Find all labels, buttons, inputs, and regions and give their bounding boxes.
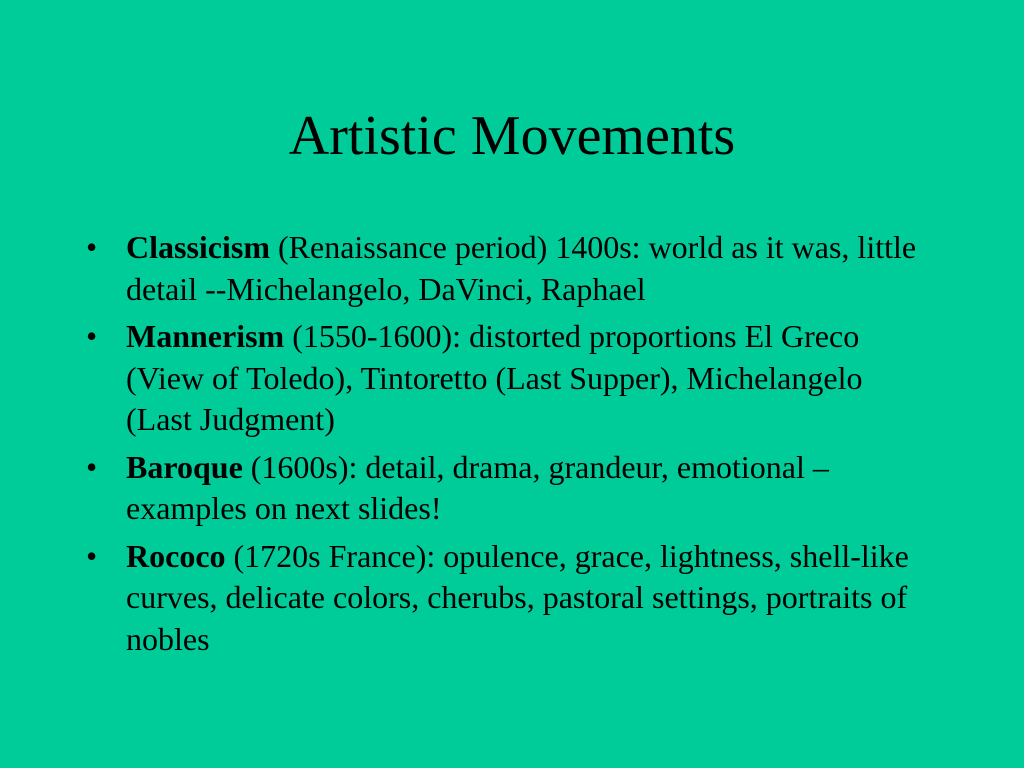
bullet-list [86, 227, 926, 666]
bullet-term: Baroque [126, 448, 243, 485]
bullet-term: Classicism [126, 229, 270, 265]
bullet-icon: • [86, 537, 98, 574]
bullet-icon: • [86, 318, 98, 354]
bullet-icon: • [86, 229, 98, 265]
bullet-text: (1550-1600): distorted proportions El Greco (View of Toledo), Tintoretto (Last Supper), Michelangelo (Last Judgment) [126, 318, 863, 437]
bullet-text: (1720s France): opulence, grace, lightness, shell-like curves, delicate colors, cherubs, pastoral settings, portraits of nobles [126, 537, 909, 657]
bullet-item-classicism [86, 227, 926, 310]
bullet-item-rococo [86, 536, 926, 661]
bullet-item-baroque [86, 447, 926, 530]
slide-title: Artistic Movements [288, 105, 736, 167]
bullet-term: Rococo [126, 537, 226, 574]
bullet-item-mannerism [86, 316, 926, 441]
bullet-text: (1600s): detail, drama, grandeur, emotional – examples on next slides! [126, 448, 829, 526]
bullet-term: Mannerism [126, 318, 285, 354]
bullet-icon: • [86, 448, 98, 485]
bullet-text: (Renaissance period) 1400s: world as it was, little detail --Michelangelo, DaVinci, Raphael [126, 229, 917, 307]
